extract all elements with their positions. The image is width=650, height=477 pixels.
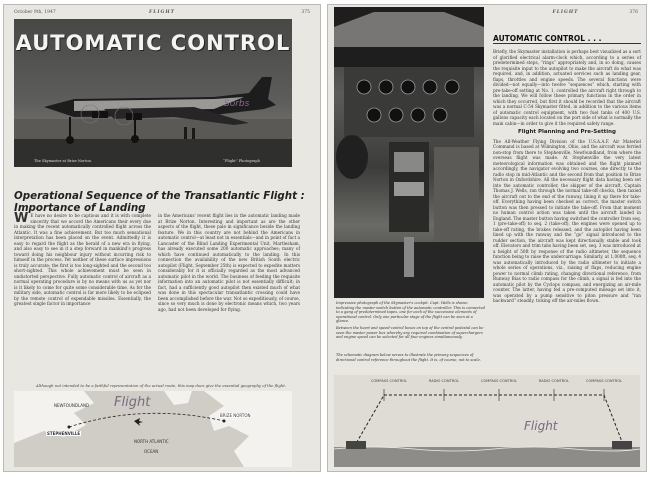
left-page <box>3 4 321 472</box>
header-title: FLIGHT <box>552 10 579 15</box>
right-page <box>327 4 647 472</box>
paragraph-flight-planning: The All-Weather Flying Division of the U.S.A.A.F. Air Materiel Command is based at Wilmington, Ohio, and the aircraft was ferried non-stop from there to Stephenville, Newfoundland, from where the overseas flight was made. At Stephenville the very latest meteorological information was obtained and the flight planned accordingly, the navigator evolving two courses, one directly to the radio stop in mid-Atlantic and the second from that position to Brize Norton in Oxfordshire. All the necessary flight data having been set into the automatic controller, the skipper of the aircraft, Captain Thomas J. Wells, ran through the normal take-off checks, then taxied the aircraft out to the end of the runway, lining it up there for take-off. Everything having been checked as correct, the master switch button was then pressed to initiate the take-off. From that moment no human control action was taken until the aircraft landed in England. The master button having switched the controller from seq. 1 (pre-take-off) to seq. 2 (take-off), the engines were opened up to take-off rating, the brakes released, and the autopilot having been lined up with the runway and the “go” signal introduced to the rudder section, the aircraft was kept directionally stable and took off. Elevators and trim tabs having been set, seq. 3 was introduced at a height of 50ft by response of the radio altimeter, the sequence function being to raise the undercarriage. Similarly, at 1,000ft, seq. 4 was automatically introduced by the radio altimeter to initiate a whole series of operations, viz., raising of flaps, reducing engine power to normal climb rating, changing directional reference, from Runway Bias to radio compass for the climb, a signal is fed into the automatic pilot by the Cyclops compass, and energizing an air-mile counter. The latter, having fed a pre-computed mileage set into it, was operated by a pump sensitive to piton pressure and “ran backward” steadily, ticking off the air-miles flown. <box>493 138 641 303</box>
profile-illustration <box>334 375 640 467</box>
cockpit-caption-2: Between the heart and speed-control boxes on top of the central pedestal can be seen the master power box whereby any required combination of superchargers and engine speed can be selected for all four engines simultaneously. <box>336 325 484 340</box>
profile-caption: The schematic diagram below serves to illustrate the primary sequences of directional control reference throughout the flight. It is, of course, not to scale. <box>336 353 481 362</box>
profile-label-5: COMPASS CONTROL <box>585 379 623 383</box>
profile-label-4: RADIO CONTROL <box>538 379 570 383</box>
flight-profile-diagram <box>334 375 640 467</box>
profile-label-2: RADIO CONTROL <box>428 379 460 383</box>
map-caption: Although not intended to be a faithful representation of the actual route, this map does give the essential geography of the flight. <box>36 383 286 388</box>
left-column-2: in the Americans' recent flight lies in the automatic landing made at Brize Norton. Interesting and important as are the other aspects of the flight, these pale in significance beside the landing feature. We in this country are not behind the Americans in automatic control—at least not in essentials—and in point of fact a Lancaster of the Blind Landing Experimental Unit, Martlesham, has already executed some 200 automatic approaches; many of which have continued automatically to the landing. In this connection the availability of the new British South electric autopilot (Flight, September 25th) is expected to expedite matters considerably for it is officially regarded as the most advanced automatic pilot in the world. The business of feeding the requisite information into an automatic pilot is not essentially difficult; in fact, had a sufficiently good autopilot then existed much of what was done in this spectacular transatlantic crossing could have been accomplished before the war. Not so expeditiously, of course, since so very much is done by electronic means which, two years ago, had not been developed for flying. <box>158 213 300 312</box>
left-column-1 <box>14 213 151 307</box>
pen-annotation: Sorbs <box>224 99 250 109</box>
header-title: FLIGHT <box>149 10 175 15</box>
cockpit-caption-1: Impressive photograph of the Skymaster's cockpit. Capt. Wells is shown indicating the master switch button of the automatic controller. This is connected to a gang of predetermined tapes, one for each of the successive elements of operational control. Only one particular stage of the flight can be seen at a glance. <box>336 301 486 324</box>
label-stephenville: STEPHENVILLE <box>47 431 81 436</box>
left-page-header <box>14 10 310 18</box>
map-pen-annotation: Flight <box>114 395 151 410</box>
drop-cap: W <box>14 211 29 226</box>
column-1-text: E have no desire to be captious and it is with complete sincerity that we accord the Americans their every due in making the recent automatically controlled flight across the Atlantic. It was a fine achievement. But too much sensational interpretation has been placed on the event. Admittedly it is easy to regard the flight as the herald of a new era in flying, and also easy to see in it a step forward in mankind's progress toward doing his neighbour injury without incurring risk to himself in the process. Yet neither of these surface impressions is truly accurate; the first is too long-sighted and the second too short-sighted. This whole achievement must be seen in undistorted perspective. Fully automatic control of aircraft as a normal operating procedure is by no means with us as yet nor is it likely to come for quite some considerable time. As for the military side, automatic control is far more likely to be eclipsed by the remote control of expendable missiles. Essentially, the greatest single factor in importance <box>14 213 151 306</box>
right-column <box>493 49 641 304</box>
cockpit-caption <box>336 301 486 340</box>
paragraph-intro: Briefly, the Skymaster installation is perhaps best visualized as a sort of glorified electrical alarm-clock which, according to a series of predetermined steps, “rings” appropriately and, in so doing, causes the requisite input to the autopilot to make the aircraft do what was required, and, in addition, actuated services such as landing gear, flaps, throttles and engine speeds. The several functions were divided—not equally—into twelve “sequences” which, starting with pre-take-off setting at No. 1, controlled the aircraft right through to the landing. We will follow these primary functions in the order in which they occurred, but first it should be recorded that the aircraft was a normal C-54 Skymaster fitted, in addition to the various items of automatic control equipment, with two fuel tanks of 400 U.S. gallons capacity each located on the port side of what is normally the main cabin—in order to give it the required safety range. <box>493 49 641 126</box>
main-title: AUTOMATIC CONTROL <box>15 31 291 55</box>
title-rule <box>493 43 641 44</box>
skymaster-photo <box>14 19 292 167</box>
profile-label-3: COMPASS CONTROL <box>480 379 518 383</box>
cockpit-illustration <box>334 7 484 298</box>
profile-pen-annotation: Flight <box>524 419 558 433</box>
label-ocean: OCEAN <box>144 449 159 454</box>
header-page-number: 375 <box>301 10 310 15</box>
label-newfoundland: NEWFOUNDLAND <box>54 403 90 408</box>
label-brize-norton: BRIZE NORTON <box>220 413 251 418</box>
photo-caption-left: The Skymaster at Brize Norton. <box>34 159 92 163</box>
header-page-number: 376 <box>629 10 638 15</box>
photo-caption-right: “Flight” Photograph <box>223 159 260 163</box>
route-map <box>14 391 292 467</box>
header-date: October 9th, 1947 <box>14 10 56 15</box>
subhead-flight-planning: Flight Planning and Pre-Setting <box>518 129 616 135</box>
section-heading: Operational Sequence of the Transatlantic Flight : Importance of Landing <box>14 190 305 214</box>
label-north-atlantic: NORTH ATLANTIC <box>134 439 169 444</box>
cockpit-photo <box>334 7 484 298</box>
right-page-header <box>493 10 638 18</box>
right-page-title: AUTOMATIC CONTROL . . . <box>493 34 602 43</box>
profile-label-1: COMPASS CONTROL <box>370 379 408 383</box>
